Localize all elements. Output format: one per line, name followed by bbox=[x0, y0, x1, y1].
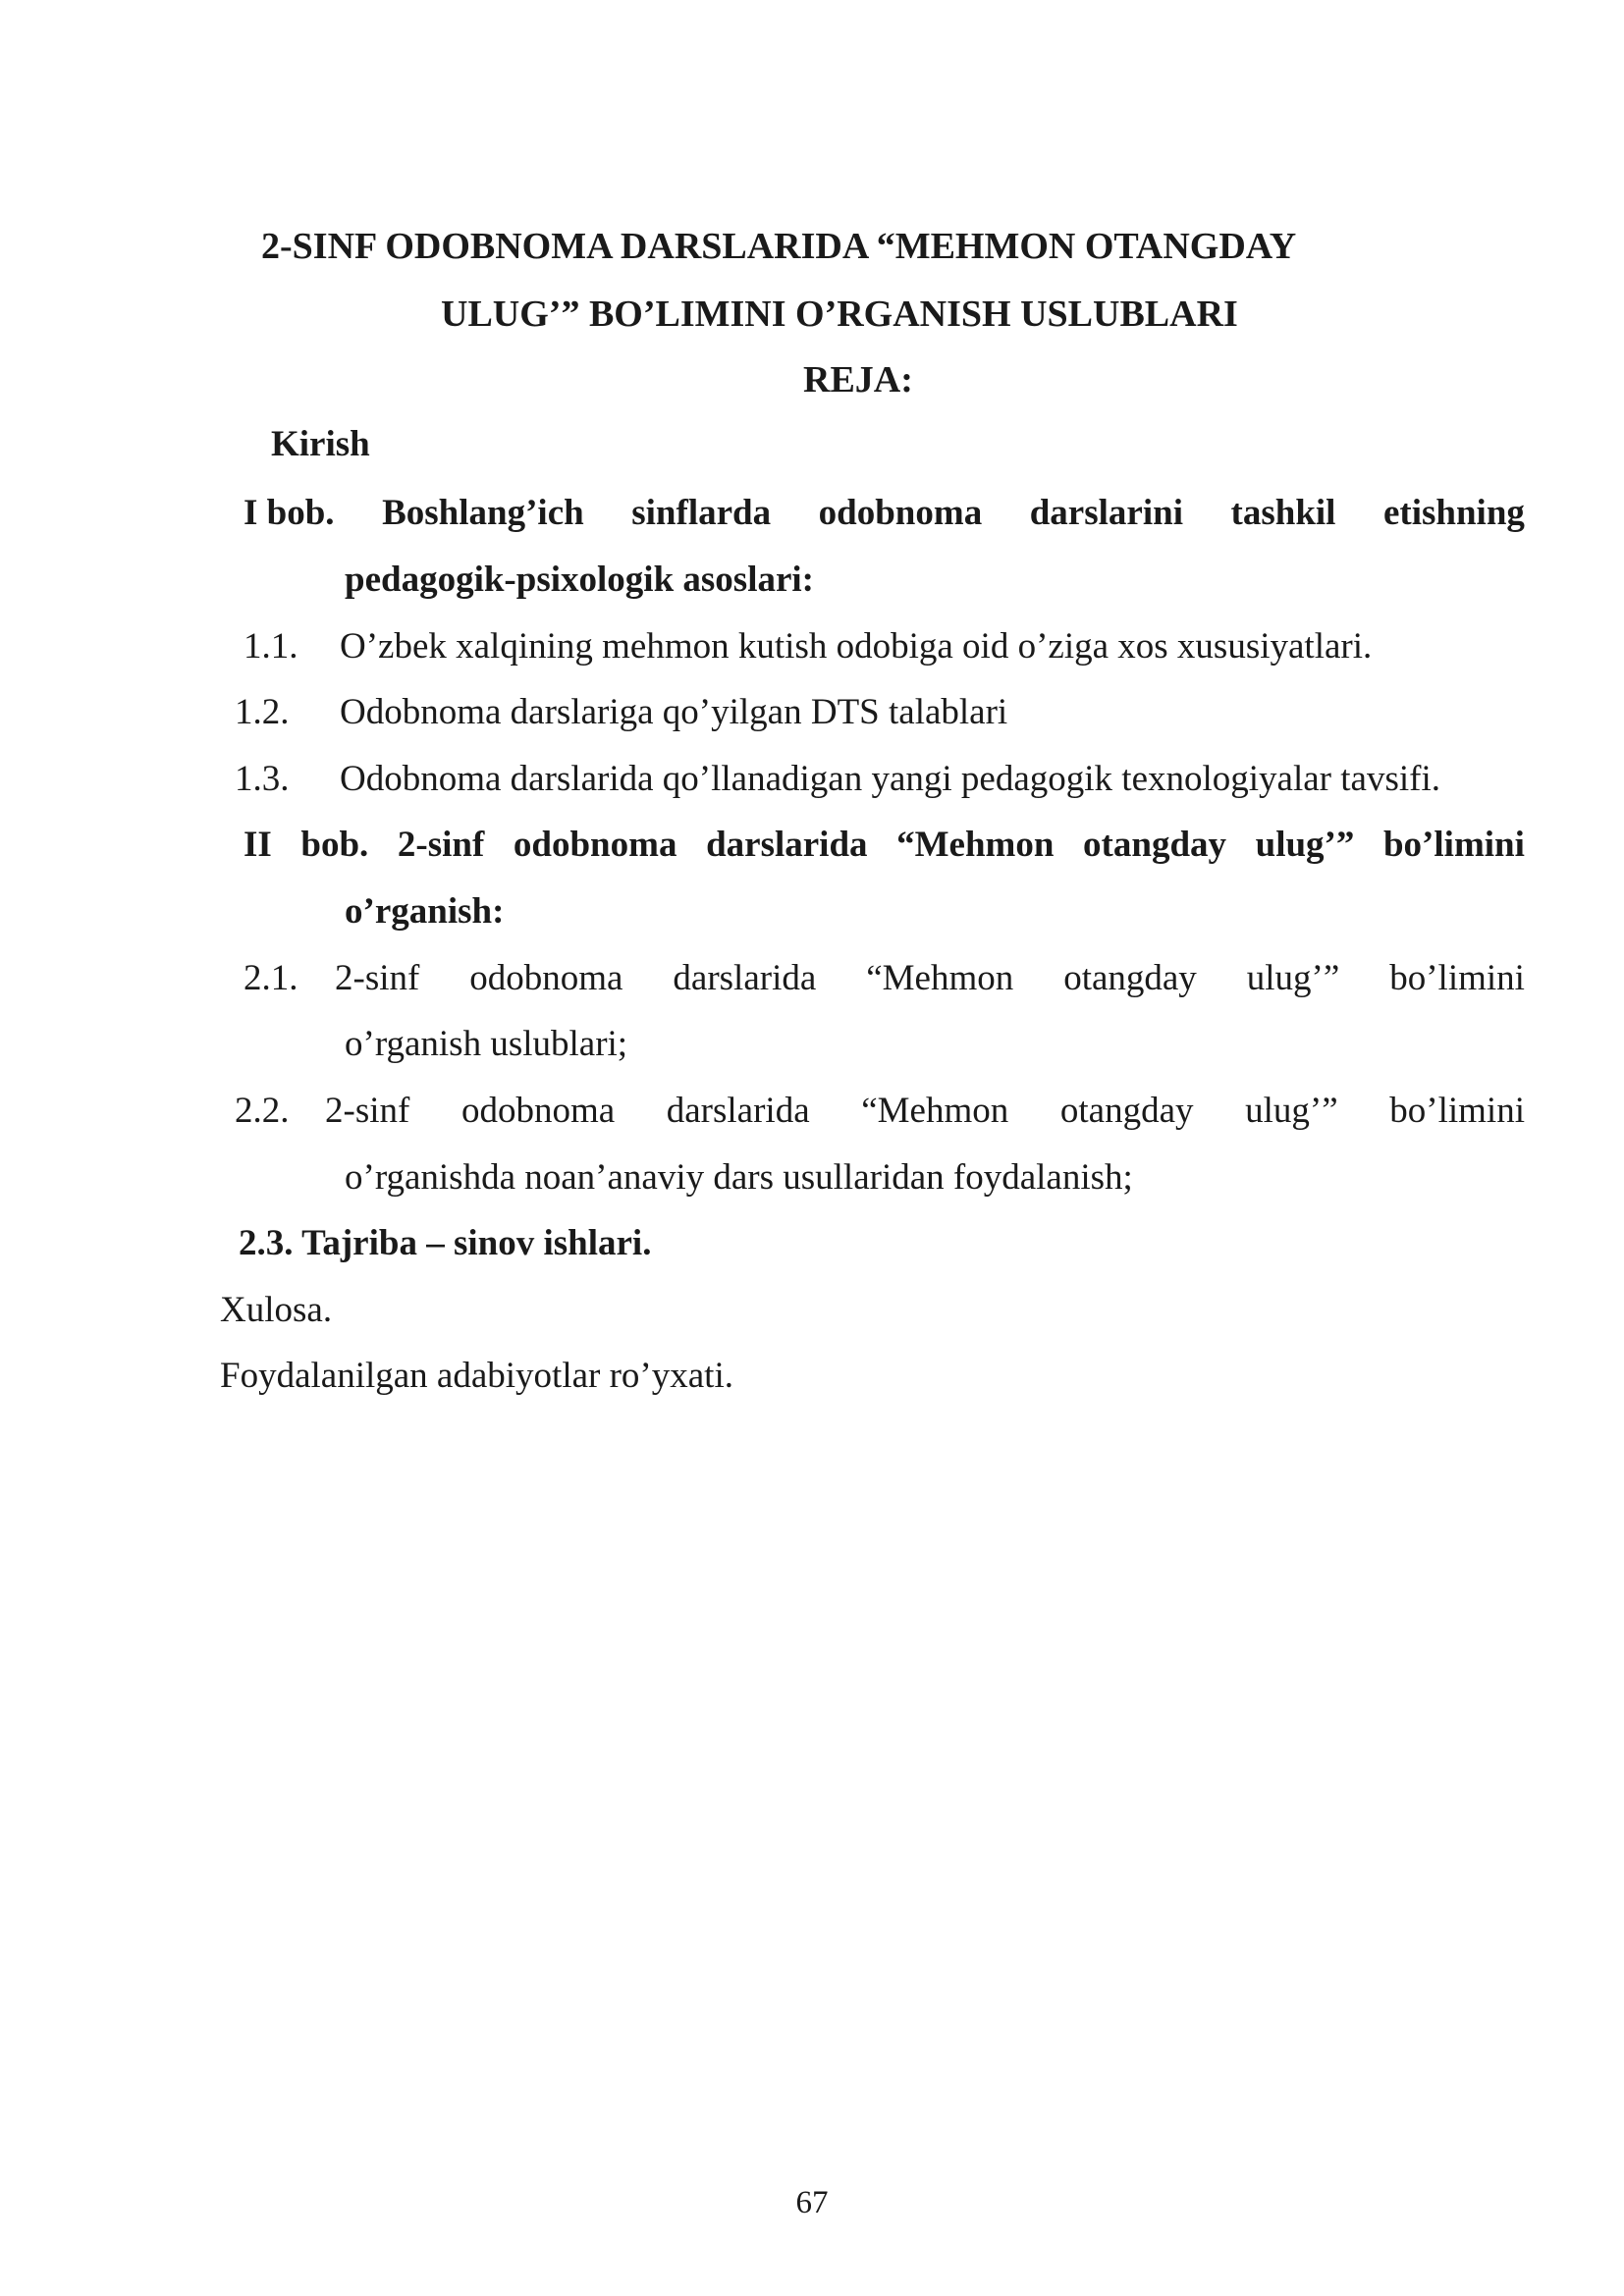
item-1-3-text: Odobnoma darslarida qo’llanadigan yangi pedagogik texnologiyalar tavsifi. bbox=[340, 759, 1440, 799]
page-number: 67 bbox=[795, 2185, 829, 2220]
item-1-1-number: 1.1. bbox=[244, 626, 298, 667]
item-2-2-word: bo’limini bbox=[1389, 1091, 1525, 1131]
item-2-1-word: odobnoma bbox=[469, 958, 623, 998]
intro-item: Kirish bbox=[271, 424, 370, 464]
item-1-2-text: Odobnoma darslariga qo’yilgan DTS talablari bbox=[340, 692, 1008, 732]
item-2-2-word: odobnoma bbox=[460, 1091, 616, 1131]
title-line-1: 2-SINF ODOBNOMA DARSLARIDA “MEHMON OTANGDAY bbox=[261, 226, 1297, 267]
item-1-3-number: 1.3. bbox=[235, 759, 290, 799]
item-2-2-number: 2.2. bbox=[235, 1091, 290, 1131]
plan-heading: REJA: bbox=[803, 359, 913, 400]
item-1-1-text: O’zbek xalqining mehmon kutish odobiga oid o’ziga xos xususiyatlari. bbox=[340, 626, 1373, 667]
chapter1-heading bbox=[244, 495, 1525, 531]
chapter1-word: sinflarda bbox=[631, 493, 772, 533]
item-2-2-text bbox=[325, 1093, 1525, 1129]
item-1-2-number: 1.2. bbox=[235, 692, 290, 732]
chapter1-word: tashkil bbox=[1230, 493, 1336, 533]
item-2-1-word: “Mehmon bbox=[866, 958, 1014, 998]
chapter2-word: bob. bbox=[300, 825, 369, 865]
chapter2-word: ulug’” bbox=[1255, 825, 1355, 865]
chapter2-heading bbox=[244, 827, 1525, 863]
conclusion-item: Xulosa. bbox=[220, 1290, 333, 1330]
item-2-2-text-cont: o’rganishda noan’anaviy dars usullaridan foydalanish; bbox=[345, 1157, 1133, 1198]
item-2-1-word: 2-sinf bbox=[335, 958, 420, 998]
item-2-1-word: bo’limini bbox=[1389, 958, 1525, 998]
chapter2-heading-cont: o’rganish: bbox=[345, 891, 505, 932]
item-2-2-word: “Mehmon bbox=[861, 1091, 1009, 1131]
chapter1-word: odobnoma bbox=[818, 493, 983, 533]
chapter2-word: otangday bbox=[1083, 825, 1227, 865]
chapter1-word: Boshlang’ich bbox=[382, 493, 584, 533]
title-line-2: ULUG’” BO’LIMINI O’RGANISH USLUBLARI bbox=[441, 294, 1238, 335]
item-2-1-word: otangday bbox=[1063, 958, 1197, 998]
item-2-3: 2.3. Tajriba – sinov ishlari. bbox=[239, 1223, 652, 1263]
item-2-2-word: ulug’” bbox=[1245, 1091, 1338, 1131]
item-2-1-word: darslarida bbox=[673, 958, 817, 998]
item-2-1-text bbox=[335, 960, 1525, 996]
chapter1-heading-cont: pedagogik-psixologik asoslari: bbox=[345, 560, 815, 600]
item-2-2-word: darslarida bbox=[666, 1091, 810, 1131]
item-2-2-word: otangday bbox=[1059, 1091, 1194, 1131]
chapter2-word: odobnoma bbox=[513, 825, 677, 865]
chapter1-word: darslarini bbox=[1029, 493, 1183, 533]
item-2-1-word: ulug’” bbox=[1246, 958, 1340, 998]
chapter2-word: “Mehmon bbox=[896, 825, 1055, 865]
bibliography-item: Foydalanilgan adabiyotlar ro’yxati. bbox=[220, 1356, 733, 1396]
chapter2-word: darslarida bbox=[706, 825, 868, 865]
chapter1-word: I bob. bbox=[244, 493, 335, 533]
chapter1-word: etishning bbox=[1382, 493, 1525, 533]
item-2-1-text-cont: o’rganish uslublari; bbox=[345, 1024, 628, 1064]
chapter2-word: bo’limini bbox=[1382, 825, 1525, 865]
chapter2-word: II bbox=[244, 825, 272, 865]
chapter2-word: 2-sinf bbox=[397, 825, 485, 865]
item-2-2-word: 2-sinf bbox=[325, 1091, 410, 1131]
item-2-1-number: 2.1. bbox=[244, 958, 298, 998]
